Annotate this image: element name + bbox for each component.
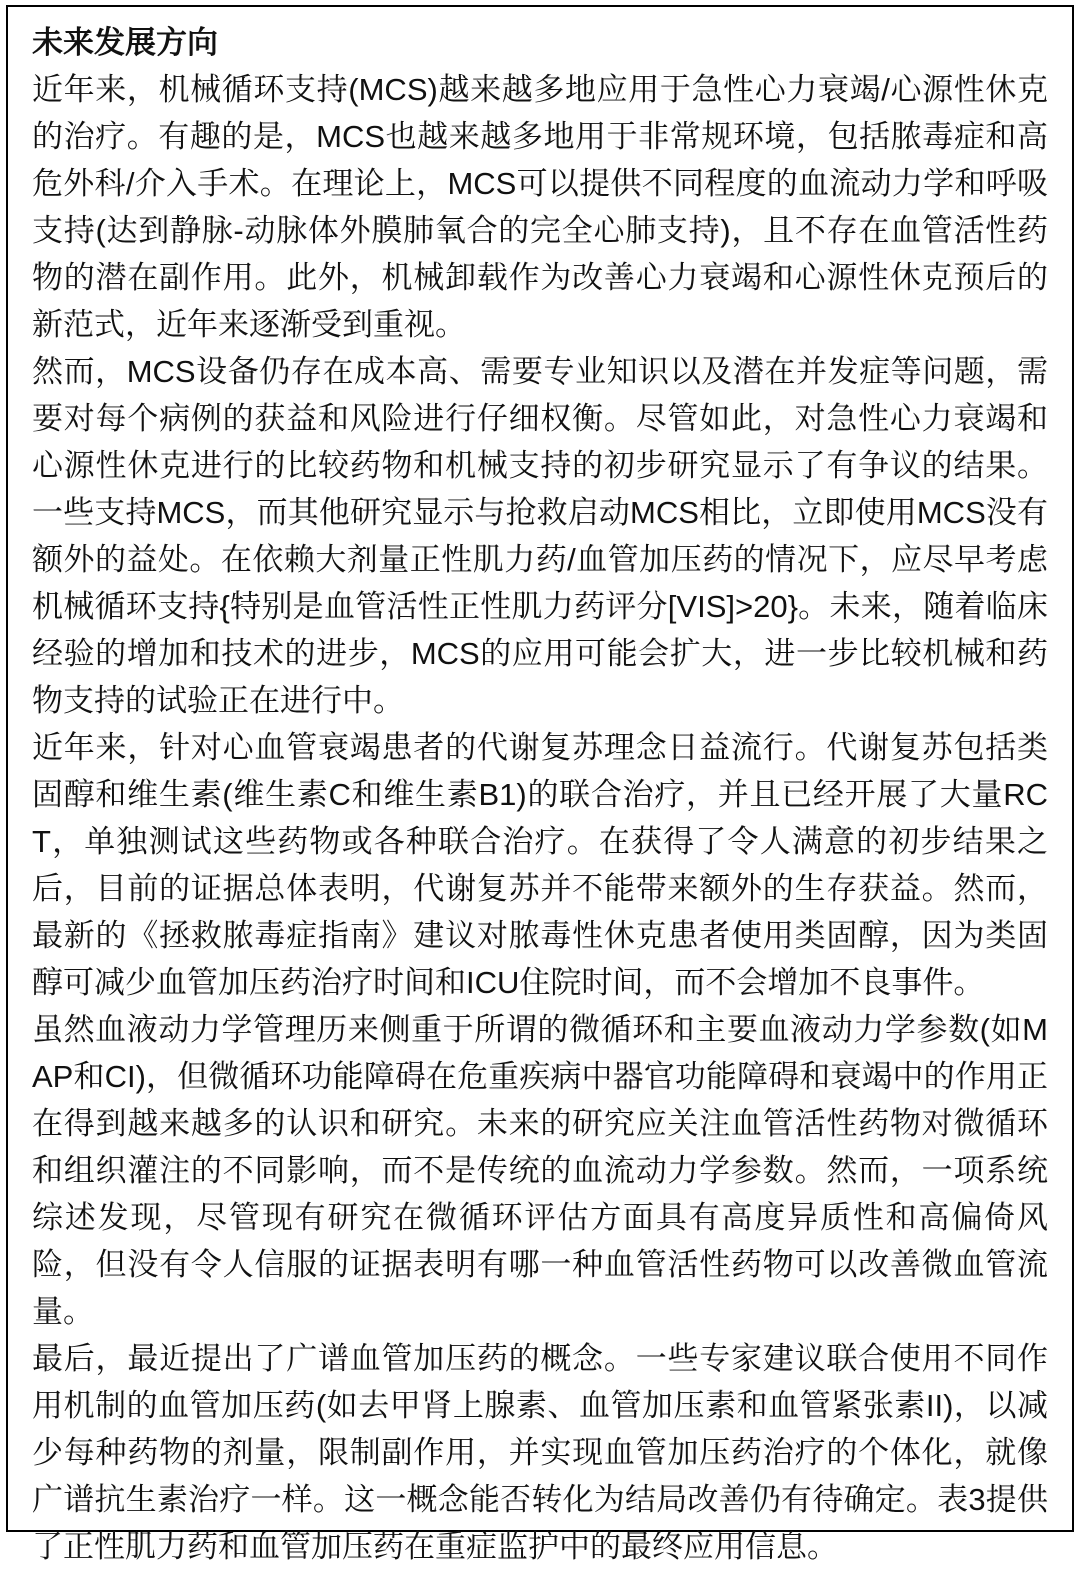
document-title: 未来发展方向	[32, 25, 218, 60]
paragraph-mcs-risks: 然而，MCS设备仍存在成本高、需要专业知识以及潜在并发症等问题，需要对每个病例的获益和风险进行仔细权衡。尽管如此，对急性心力衰竭和心源性休克进行的比较药物和机械支持的初步研究显示了有争议的结果。一些支持MCS，而其他研究显示与抢救启动MCS相比，立即使用MCS没有额外的益处。在依赖大剂量正性肌力药/血管加压药的情况下，应尽早考虑机械循环支持{特别是血管活性正性肌力药评分[VIS]>20}。未来，随着临床经验的增加和技术的进步，MCS的应用可能会扩大，进一步比较机械和药物支持的试验正在进行中。	[32, 354, 1048, 718]
paragraph-broad-spectrum-vasopressors: 最后，最近提出了广谱血管加压药的概念。一些专家建议联合使用不同作用机制的血管加压药(如去甲肾上腺素、血管加压素和血管紧张素II)，以减少每种药物的剂量，限制副作用，并实现血管加压药治疗的个体化，就像广谱抗生素治疗一样。这一概念能否转化为结局改善仍有待确定。表3提供了正性肌力药和血管加压药在重症监护中的最终应用信息。	[32, 1341, 1048, 1564]
paragraph-mcs-overview: 近年来，机械循环支持(MCS)越来越多地应用于急性心力衰竭/心源性休克的治疗。有趣的是，MCS也越来越多地用于非常规环境，包括脓毒症和高危外科/介入手术。在理论上，MCS可以提供不同程度的血流动力学和呼吸支持(达到静脉-动脉体外膜肺氧合的完全心肺支持)，且不存在血管活性药物的潜在副作用。此外，机械卸载作为改善心力衰竭和心源性休克预后的新范式，近年来逐渐受到重视。	[32, 72, 1048, 342]
document-box	[6, 5, 1074, 1564]
paragraph-microcirculation: 虽然血液动力学管理历来侧重于所谓的微循环和主要血液动力学参数(如MAP和CI)，但微循环功能障碍在危重疾病中器官功能障碍和衰竭中的作用正在得到越来越多的认识和研究。未来的研究应关注血管活性药物对微循环和组织灌注的不同影响，而不是传统的血流动力学参数。然而，一项系统综述发现，尽管现有研究在微循环评估方面具有高度异质性和高偏倚风险，但没有令人信服的证据表明有哪一种血管活性药物可以改善微血管流量。	[32, 1012, 1048, 1329]
paragraph-metabolic-resuscitation: 近年来，针对心血管衰竭患者的代谢复苏理念日益流行。代谢复苏包括类固醇和维生素(维生素C和维生素B1)的联合治疗，并且已经开展了大量RCT，单独测试这些药物或各种联合治疗。在获得了令人满意的初步结果之后，目前的证据总体表明，代谢复苏并不能带来额外的生存获益。然而，最新的《拯救脓毒症指南》建议对脓毒性休克患者使用类固醇，因为类固醇可减少血管加压药治疗时间和ICU住院时间，而不会增加不良事件。	[32, 730, 1048, 1000]
